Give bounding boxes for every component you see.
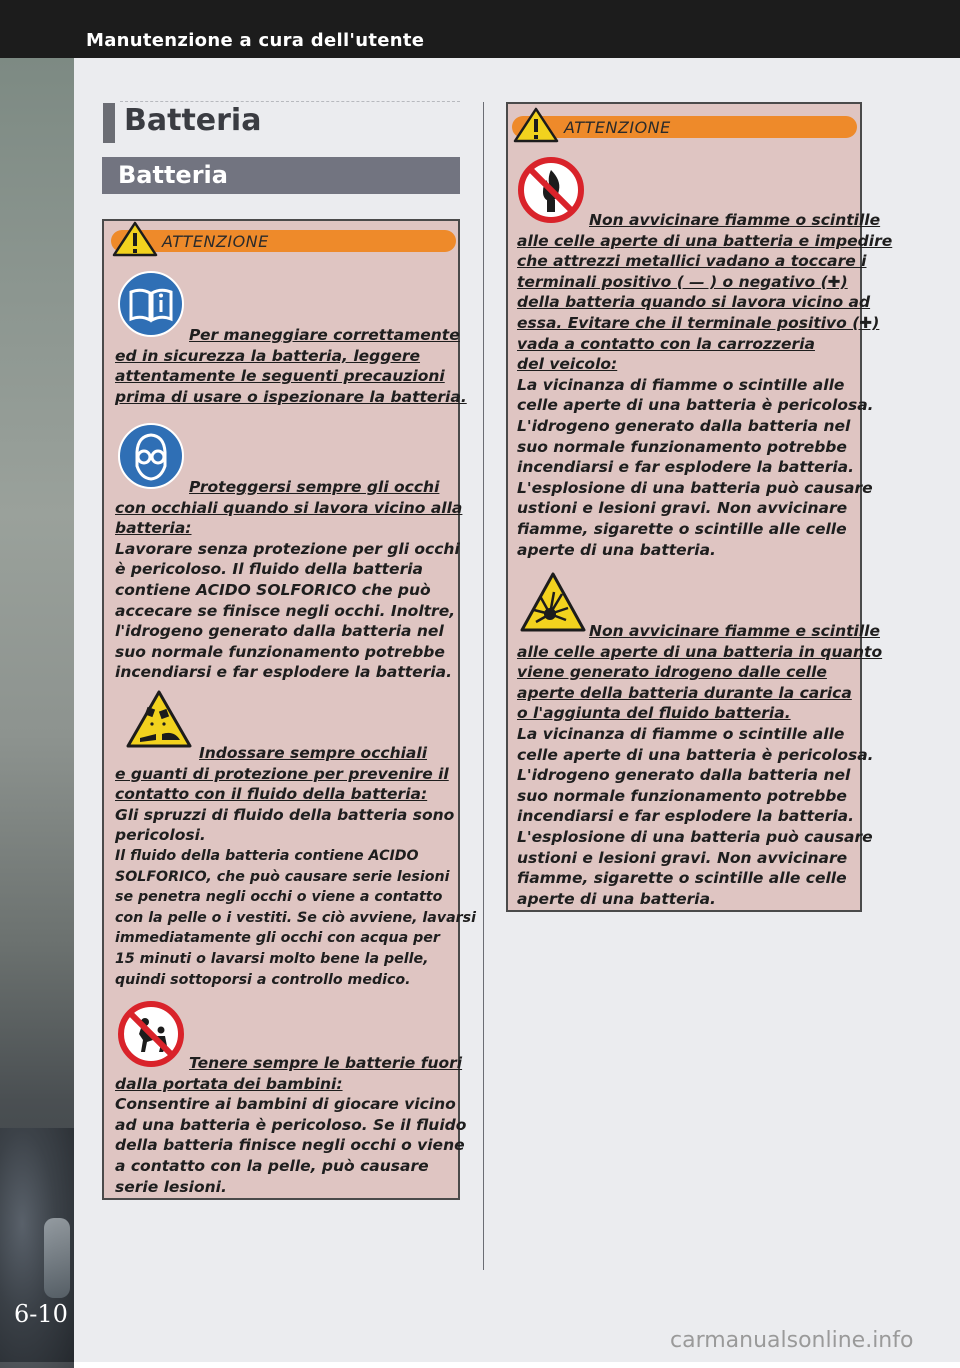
text-line (115, 949, 476, 970)
text-span: Non avvicinare fiamme e scintille (589, 622, 880, 640)
text-span: essa. Evitare che il terminale positivo (✚) (517, 313, 880, 332)
text-line (517, 662, 882, 683)
text-line (115, 325, 467, 346)
text-line (115, 346, 467, 367)
text-span: Gli spruzzi di fluido della batteria sono (115, 805, 455, 824)
text-span: ustioni e lesioni gravi. Non avvicinare (517, 848, 848, 867)
text-span: vada a contatto con la carrozzeria (517, 334, 815, 353)
corrosive-icon (126, 690, 192, 748)
text-span: L'idrogeno generato dalla batteria nel (517, 766, 851, 785)
header-bar (0, 0, 960, 58)
text-span: l'idrogeno generato dalla batteria nel (115, 622, 444, 641)
text-line (115, 601, 462, 622)
left-item-4-text (115, 1053, 466, 1197)
text-span: pericolosi. (115, 826, 206, 845)
text-line (517, 313, 892, 334)
text-span: contiene ACIDO SOLFORICO che può (115, 580, 431, 599)
warning-triangle-icon (112, 221, 158, 257)
text-span: L'esplosione di una batteria può causare (517, 827, 873, 846)
text-span: 15 minuti o lavarsi molto bene la pelle, (115, 950, 429, 967)
text-line (517, 540, 892, 561)
left-item-3-text (115, 743, 476, 990)
text-span: celle aperte di una batteria è pericolosa. (517, 745, 874, 764)
text-line (517, 642, 882, 663)
text-line (115, 477, 462, 498)
watermark: carmanualsonline.info (670, 1328, 914, 1353)
text-line (115, 498, 462, 519)
text-span: Tenere sempre le batterie fuori (189, 1054, 463, 1072)
text-span: aperte di una batteria. (517, 540, 716, 559)
text-span: suo normale funzionamento potrebbe (517, 786, 847, 805)
text-line (115, 518, 462, 539)
text-span: aperte di una batteria. (517, 889, 716, 908)
text-line (517, 868, 882, 889)
text-line (517, 478, 892, 499)
text-line (517, 416, 892, 437)
text-line (517, 745, 882, 766)
text-span: alle celle aperte di una batteria e impedire (517, 231, 893, 250)
text-span: immediatamente gli occhi con acqua per (115, 930, 440, 947)
left-item-2-text (115, 477, 462, 683)
text-span: è pericoloso. Il fluido della batteria (115, 560, 423, 579)
text-span: Consentire ai bambini di giocare vicino (115, 1095, 456, 1114)
text-line (517, 889, 882, 910)
text-line (517, 292, 892, 313)
text-line (517, 827, 882, 848)
text-span: attentamente le seguenti precauzioni (115, 367, 445, 386)
text-span: ustioni e lesioni gravi. Non avvicinare (517, 499, 848, 518)
text-span: con la pelle o i vestiti. Se ciò avviene, lavarsi (115, 909, 476, 926)
subsection-title: Batteria (118, 161, 228, 189)
text-line (517, 457, 892, 478)
text-line (115, 387, 467, 408)
text-line (517, 683, 882, 704)
section-title: Batteria (124, 103, 262, 138)
text-span: della batteria quando si lavora vicino ad (517, 293, 871, 312)
text-line (115, 805, 476, 826)
text-span: incendiarsi e far esplodere la batteria. (115, 663, 452, 682)
text-line (115, 1074, 466, 1095)
text-span: prima di usare o ispezionare la batteria. (115, 387, 467, 406)
sidebar-photo (0, 58, 74, 1362)
text-line (115, 887, 476, 908)
text-span: incendiarsi e far esplodere la batteria. (517, 458, 854, 477)
text-span: terminali positivo ( — ) o negativo (✚) (517, 272, 848, 291)
text-span: Per maneggiare correttamente (189, 326, 460, 344)
text-span: incendiarsi e far esplodere la batteria. (517, 807, 854, 826)
text-span: e guanti di protezione per prevenire il (115, 764, 449, 783)
text-line (517, 848, 882, 869)
text-line (517, 498, 892, 519)
text-line (115, 1177, 466, 1198)
text-line (517, 395, 892, 416)
text-line (115, 743, 476, 764)
text-line (517, 231, 892, 252)
text-span: accecare se finisce negli occhi. Inoltre, (115, 601, 456, 620)
text-line (115, 970, 476, 991)
text-line (115, 846, 476, 867)
left-item-1-text (115, 325, 467, 407)
text-span: ad una batteria è pericoloso. Se il fluido (115, 1115, 467, 1134)
text-line (115, 1115, 466, 1136)
text-span: con occhiali quando si lavora vicino alla (115, 498, 463, 517)
text-span: contatto con il fluido della batteria: (115, 785, 428, 804)
right-item-1-text (517, 210, 892, 560)
text-span: che attrezzi metallici vadano a toccare i (517, 252, 867, 271)
text-span: alle celle aperte di una batteria in quanto (517, 642, 883, 661)
text-span: del veicolo: (517, 355, 618, 374)
text-line (517, 334, 892, 355)
text-span: suo normale funzionamento potrebbe (115, 642, 445, 661)
text-line (115, 621, 462, 642)
text-span: della batteria finisce negli occhi o viene (115, 1136, 465, 1155)
text-span: Non avvicinare fiamme o scintille (589, 211, 881, 229)
text-span: se penetra negli occhi o viene a contatto (115, 889, 443, 906)
text-span: L'esplosione di una batteria può causare (517, 478, 873, 497)
warning-label-left: ATTENZIONE (162, 232, 269, 251)
text-span: dalla portata dei bambini: (115, 1074, 343, 1093)
text-line (115, 1053, 466, 1074)
text-line (517, 251, 892, 272)
heading-marker (103, 103, 115, 143)
text-line (115, 539, 462, 560)
text-line (115, 764, 476, 785)
text-span: batteria: (115, 519, 192, 538)
text-line (517, 621, 882, 642)
text-span: fiamme, sigarette o scintille alle celle (517, 869, 847, 888)
warning-triangle-icon (513, 107, 559, 143)
text-line (115, 580, 462, 601)
text-line (115, 867, 476, 888)
warning-label-right: ATTENZIONE (564, 118, 671, 137)
text-span: ed in sicurezza la batteria, leggere (115, 346, 421, 365)
text-line (115, 366, 467, 387)
text-line (517, 703, 882, 724)
text-line (115, 1135, 466, 1156)
text-line (115, 642, 462, 663)
text-span: serie lesioni. (115, 1177, 227, 1196)
text-span: aperte della batteria durante la carica (517, 683, 852, 702)
text-span: quindi sottoporsi a controllo medico. (115, 971, 411, 988)
text-span: viene generato idrogeno dalle celle (517, 663, 827, 682)
header-title: Manutenzione a cura dell'utente (86, 30, 425, 51)
page-number: 6-10 (14, 1300, 68, 1328)
text-line (517, 786, 882, 807)
text-line (517, 375, 892, 396)
text-line (517, 272, 892, 293)
car-headlight (44, 1218, 70, 1298)
text-line (517, 437, 892, 458)
right-item-2-text (517, 621, 882, 909)
text-line (115, 559, 462, 580)
heading-divider (120, 101, 460, 102)
text-span: SOLFORICO, che può causare serie lesioni (115, 868, 450, 885)
text-span: L'idrogeno generato dalla batteria nel (517, 416, 851, 435)
text-line (115, 1156, 466, 1177)
text-line (517, 354, 892, 375)
text-line (517, 210, 892, 231)
text-span: celle aperte di una batteria è pericolosa. (517, 396, 874, 415)
text-line (517, 724, 882, 745)
text-span: Il fluido della batteria contiene ACIDO (115, 847, 419, 864)
text-line (517, 519, 892, 540)
text-line (115, 1094, 466, 1115)
text-span: o l'aggiunta del fluido batteria. (517, 704, 791, 723)
text-line (115, 928, 476, 949)
text-line (115, 784, 476, 805)
text-span: a contatto con la pelle, può causare (115, 1156, 429, 1175)
text-span: La vicinanza di fiamme o scintille alle (517, 724, 845, 743)
text-span: Indossare sempre occhiali (199, 744, 428, 762)
text-span: suo normale funzionamento potrebbe (517, 437, 847, 456)
text-line (115, 662, 462, 683)
text-span: fiamme, sigarette o scintille alle celle (517, 519, 847, 538)
text-span: Lavorare senza protezione per gli occhi (115, 539, 460, 558)
column-divider (483, 102, 484, 1270)
text-span: Proteggersi sempre gli occhi (189, 478, 440, 496)
text-line (517, 765, 882, 786)
text-span: La vicinanza di fiamme o scintille alle (517, 375, 845, 394)
text-line (517, 806, 882, 827)
text-line (115, 908, 476, 929)
text-line (115, 825, 476, 846)
